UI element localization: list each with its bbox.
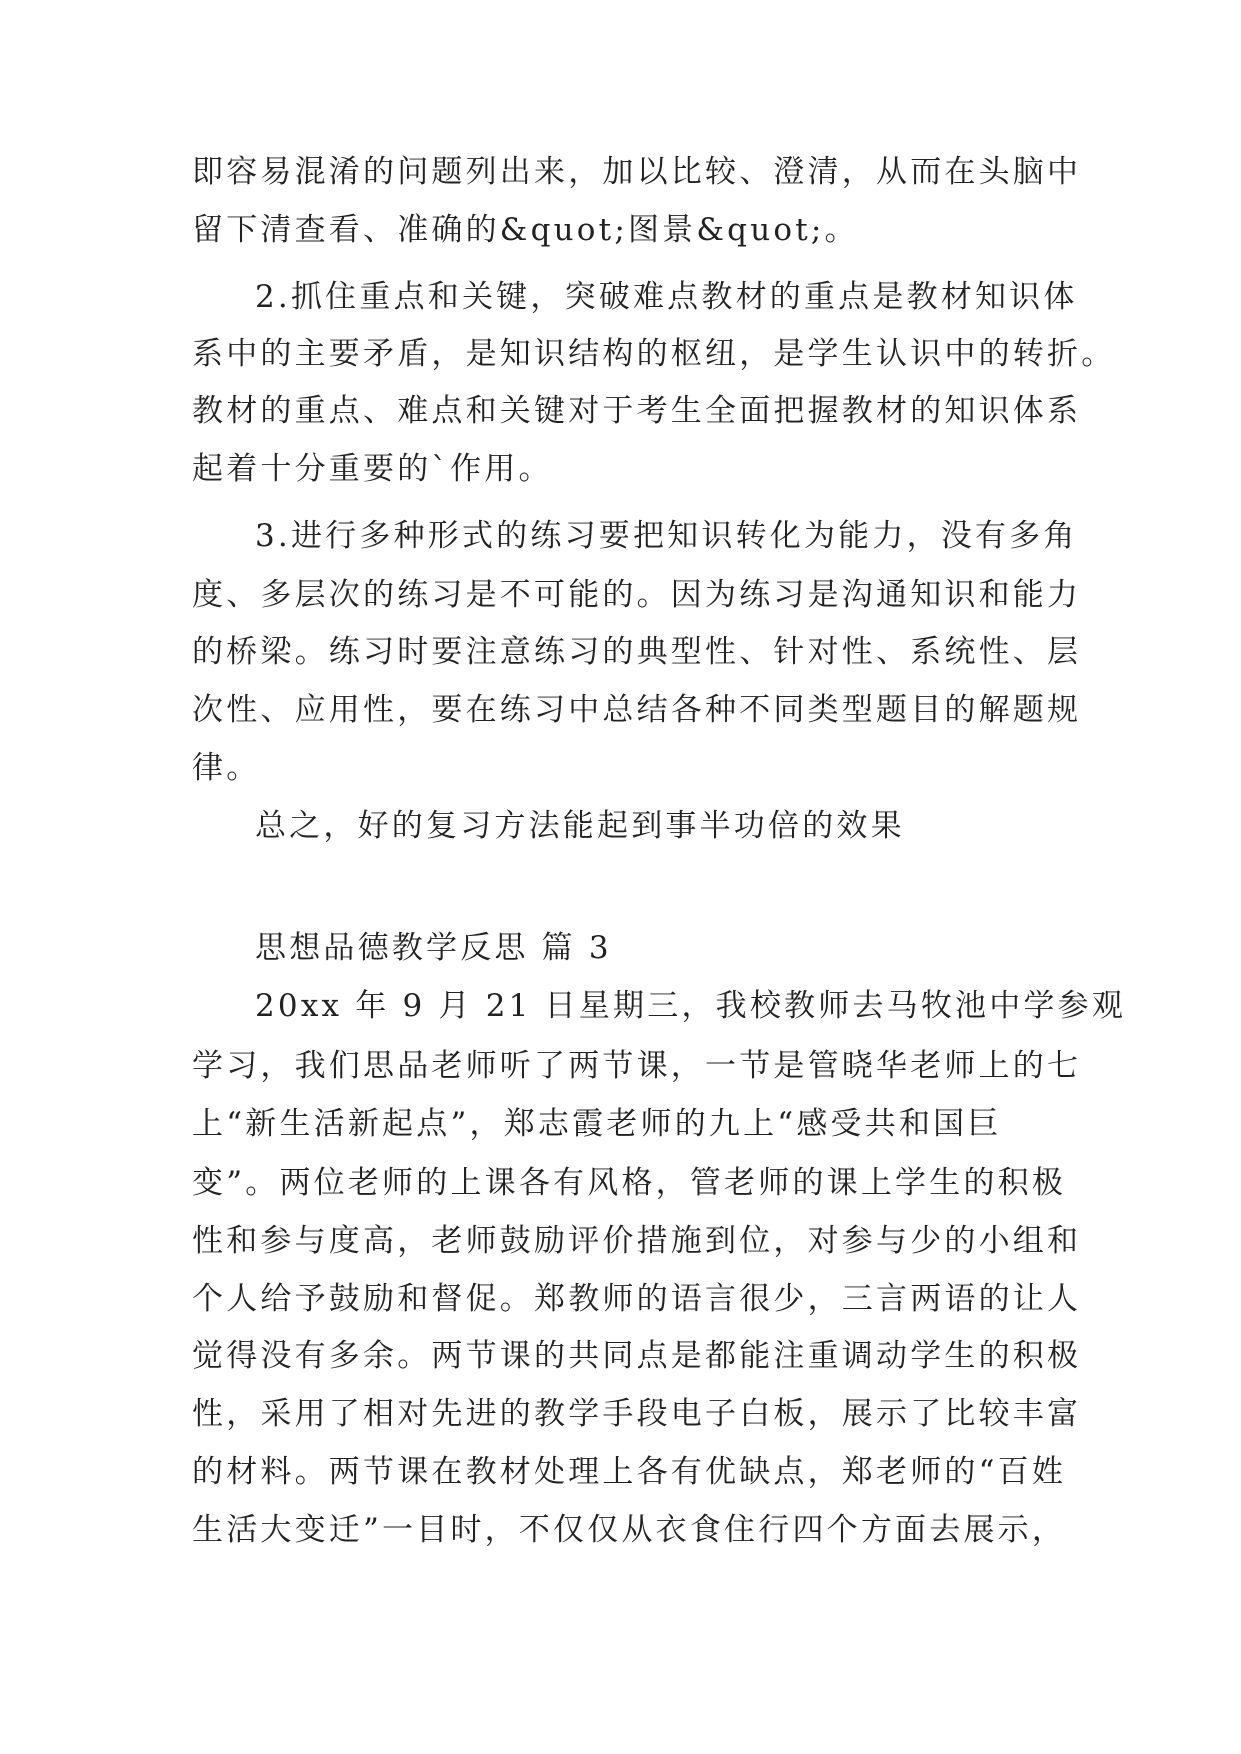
summary-line: 总之，好的复习方法能起到事半功倍的效果 (255, 808, 905, 844)
text-line: 20xx 年 9 月 21 日星期三，我校教师去马牧池中学参观 (255, 988, 1127, 1024)
text-line: 的材料。两节课在教材处理上各有优缺点，郑老师的“百姓 (192, 1454, 1067, 1490)
paragraph-heading-2: 2.抓住重点和关键，突破难点教材的重点是教材知识体 (255, 279, 1078, 315)
text-line: 留下清查看、准确的&quot;图景&quot;。 (192, 212, 859, 248)
text-line: 即容易混淆的问题列出来，加以比较、澄清，从而在头脑中 (192, 154, 1082, 190)
text-line: 生活大变迁”一目时，不仅仅从衣食住行四个方面去展示， (192, 1512, 1067, 1548)
text-line: 上“新生活新起点”，郑志霞老师的九上“感受共和国巨 (192, 1106, 1002, 1142)
text-line: 性和参与度高，老师鼓励评价措施到位，对参与少的小组和 (192, 1223, 1082, 1259)
text-line: 教材的重点、难点和关键对于考生全面把握教材的知识体系 (192, 393, 1082, 429)
text-line: 觉得没有多余。两节课的共同点是都能注重调动学生的积极 (192, 1338, 1082, 1374)
text-line: 个人给予鼓励和督促。郑教师的语言很少，三言两语的让人 (192, 1281, 1082, 1317)
text-line: 变”。两位老师的上课各有风格，管老师的课上学生的积极 (192, 1165, 1067, 1201)
text-line: 次性、应用性，要在练习中总结各种不同类型题目的解题规 (192, 692, 1082, 728)
section-title: 思想品德教学反思 篇 3 (255, 930, 612, 966)
text-line: 度、多层次的练习是不可能的。因为练习是沟通知识和能力 (192, 577, 1082, 613)
text-line: 起着十分重要的`作用。 (192, 451, 553, 487)
text-line: 学习，我们思品老师听了两节课，一节是管晓华老师上的七 (192, 1048, 1082, 1084)
text-line: 性，采用了相对先进的教学手段电子白板，展示了比较丰富 (192, 1396, 1082, 1432)
text-line: 系中的主要矛盾，是知识结构的枢纽，是学生认识中的转折。 (192, 336, 1116, 372)
text-line: 律。 (192, 750, 261, 786)
paragraph-heading-3: 3.进行多种形式的练习要把知识转化为能力，没有多角 (255, 518, 1078, 554)
text-line: 的桥梁。练习时要注意练习的典型性、针对性、系统性、层 (192, 634, 1082, 670)
